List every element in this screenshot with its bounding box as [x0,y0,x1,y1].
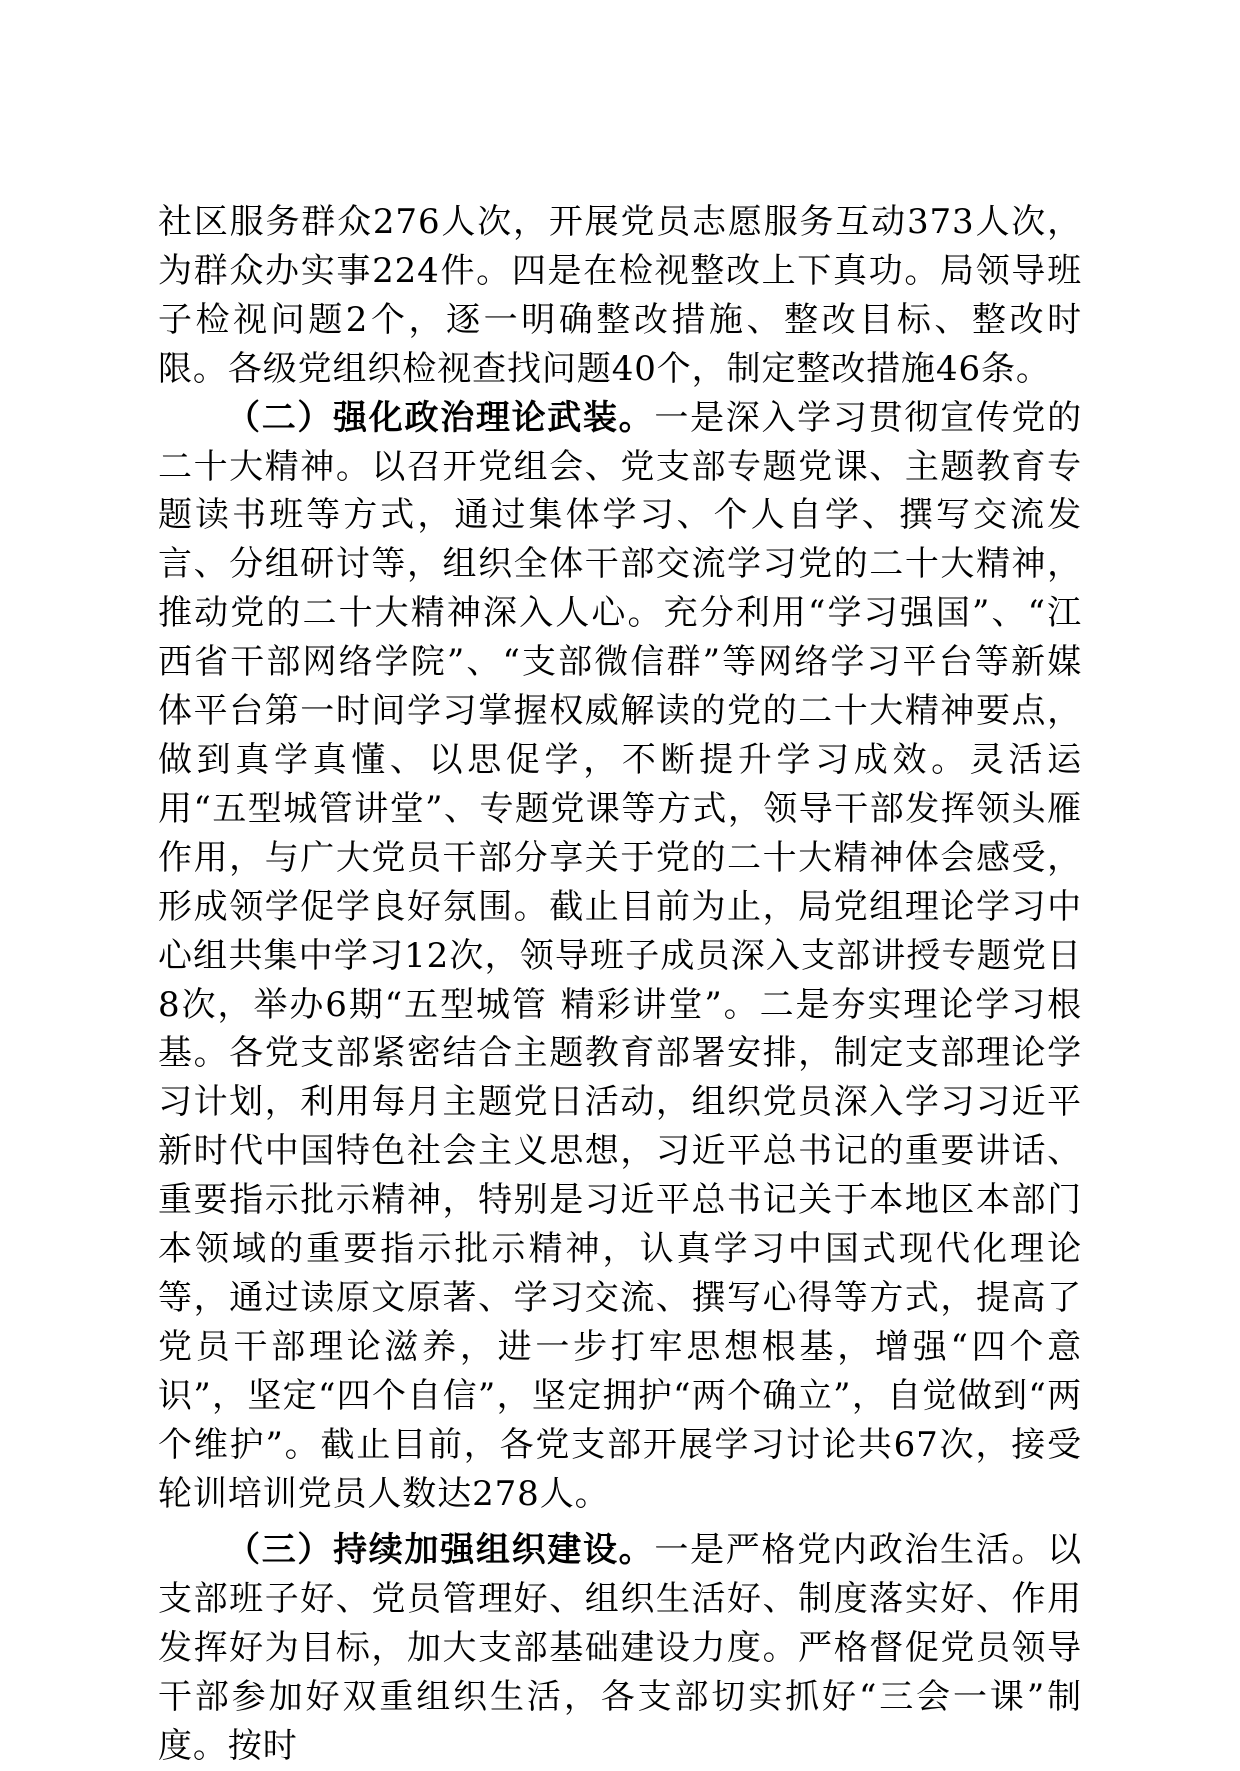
paragraph-3-body: 一是严格党内政治生活。以支部班子好、党员管理好、组织生活好、制度落实好、作用发挥好为目标，加大支部基础建设力度。严格督促党员领导干部参加好双重组织生活，各支部切实抓好“三会一课”制度。按时 [158,1530,1082,1767]
section-heading-2: （二）强化政治理论武装。 [226,397,655,438]
paragraph-2 [158,394,1082,1519]
paragraph-3 [158,1526,1082,1771]
paragraph-1: 社区服务群众276人次，开展党员志愿服务互动373人次，为群众办实事224件。四是在检视整改上下真功。局领导班子检视问题2个，逐一明确整改措施、整改目标、整改时限。各级党组织检视查找问题40个，制定整改措施46条。 [158,202,1082,389]
section-heading-3: （三）持续加强组织建设。 [226,1530,655,1571]
document-body [158,198,1082,1771]
paragraph-2-body: 一是深入学习贯彻宣传党的二十大精神。以召开党组会、党支部专题党课、主题教育专题读书班等方式，通过集体学习、个人自学、撰写交流发言、分组研讨等，组织全体干部交流学习党的二十大精神，推动党的二十大精神深入人心。充分利用“学习强国”、“江西省干部网络学院”、“支部微信群”等网络学习平台等新媒体平台第一时间学习掌握权威解读的党的二十大精神要点，做到真学真懂、以思促学，不断提升学习成效。灵活运用“五型城管讲堂”、专题党课等方式，领导干部发挥领头雁作用，与广大党员干部分享关于党的二十大精神体会感受，形成领学促学良好氛围。截止目前为止，局党组理论学习中心组共集中学习12次，领导班子成员深入支部讲授专题党日8次，举办6期“五型城管 精彩讲堂”。二是夯实理论学习根基。各党支部紧密结合主题教育部署安排，制定支部理论学习计划，利用每月主题党日活动，组织党员深入学习习近平新时代中国特色社会主义思想，习近平总书记的重要讲话、重要指示批示精神，特别是习近平总书记关于本地区本部门本领域的重要指示批示精神，认真学习中国式现代化理论等，通过读原文原著、学习交流、撰写心得等方式，提高了党员干部理论滋养，进一步打牢思想根基，增强“四个意识”，坚定“四个自信”，坚定拥护“两个确立”，自觉做到“两个维护”。截止目前，各党支部开展学习讨论共67次，接受轮训培训党员人数达278人。 [158,397,1082,1514]
